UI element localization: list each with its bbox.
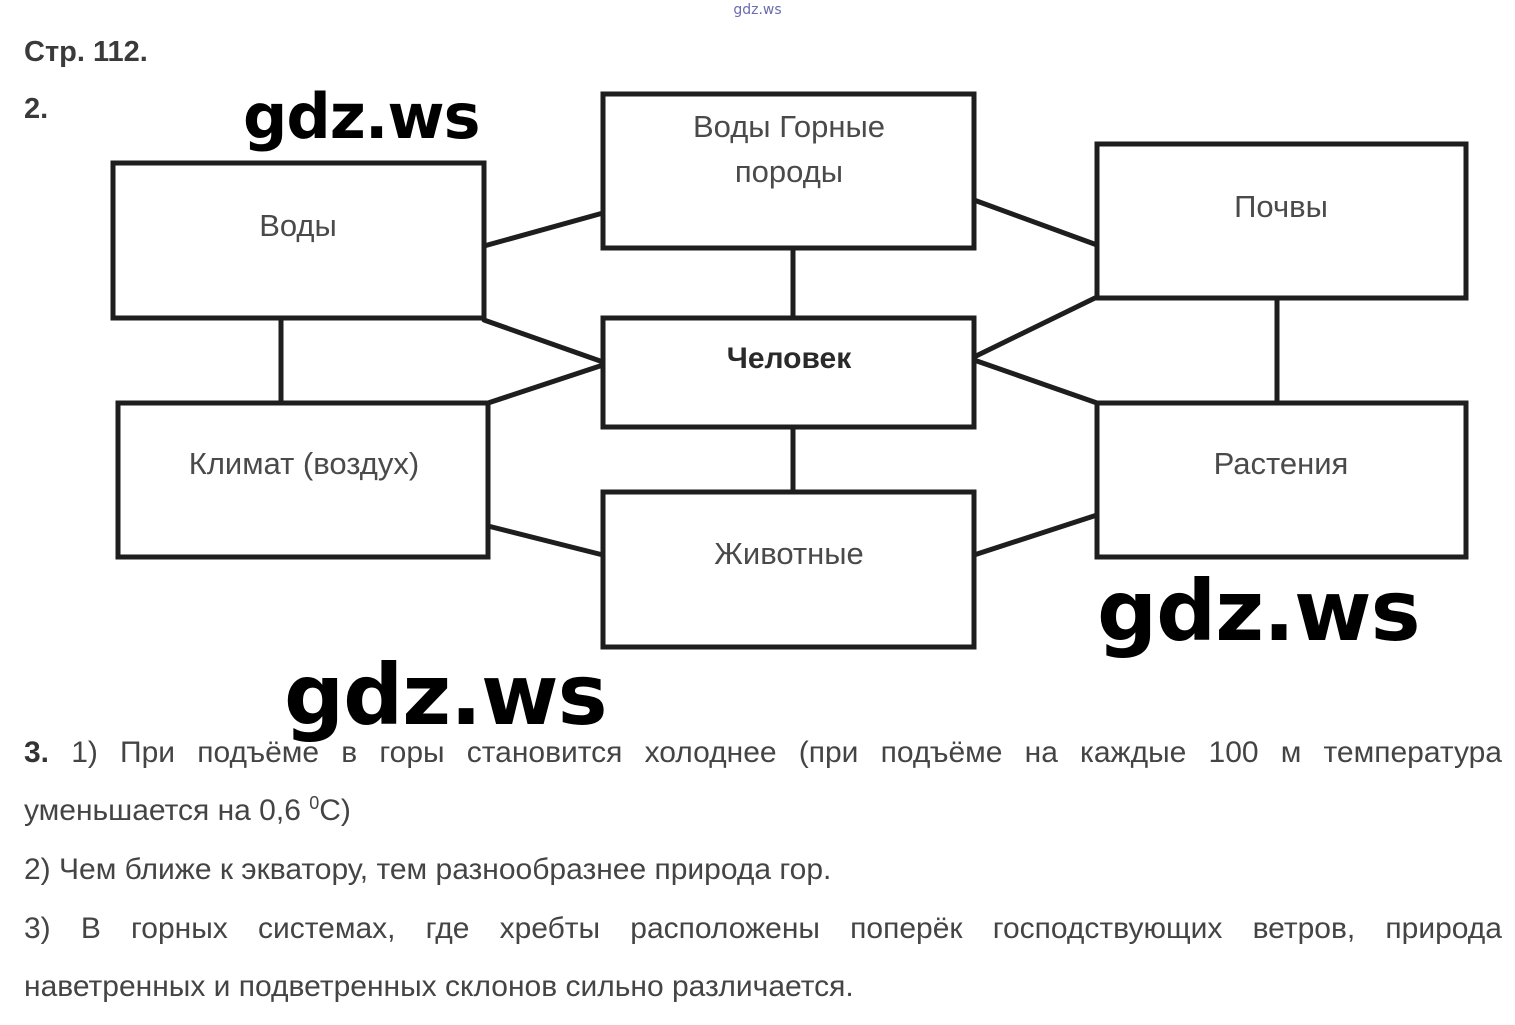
node-soils [1097, 144, 1466, 298]
edge-plants-animals [974, 515, 1097, 555]
task2-label: 2. [24, 93, 49, 125]
watermark-3: gdz.ws [284, 646, 607, 744]
task3-line-2-sup: 0 [309, 793, 320, 813]
task3-number: 3. [24, 736, 50, 769]
node-soils-label: Почвы [1234, 189, 1328, 224]
page-label: Стр. 112. [24, 36, 148, 68]
node-waters [113, 163, 484, 318]
task3-line-2 [24, 791, 1502, 831]
task3-answer [24, 733, 1502, 1013]
edge-waters-rocks [484, 213, 603, 246]
node-climate-label: Климат (воздух) [188, 446, 420, 481]
edge-climate-animals [484, 525, 603, 555]
edge-soils-human [974, 297, 1097, 357]
node-human-label: Человек [726, 342, 852, 375]
task3-line-2-after: С) [319, 794, 351, 827]
watermark-2: gdz.ws [1097, 562, 1420, 660]
node-human [603, 318, 974, 427]
node-animals [603, 492, 974, 647]
node-waters-label: Воды [259, 208, 337, 243]
node-rocks [603, 94, 974, 248]
node-plants-label: Растения [1213, 446, 1349, 481]
node-climate [118, 403, 488, 557]
edge-climate-human [488, 365, 603, 403]
edge-waters-human [484, 320, 603, 362]
task3-line-5: наветренных и подветренных склонов сильно различается. [24, 970, 854, 1003]
edge-rocks-soils [974, 200, 1097, 245]
node-rocks-label-2: породы [734, 154, 844, 189]
task3-line-2-before: уменьшается на 0,6 [24, 794, 310, 827]
task3-line-3: 2) Чем ближе к экватору, тем разнообразнее природа гор. [24, 853, 832, 886]
node-animals-label: Животные [714, 536, 864, 571]
top-watermark: gdz.ws [733, 2, 782, 18]
task3-line-1-text: 1) При подъёме в горы становится холоднее (при подъёме на каждые 100 м температура [71, 736, 1502, 769]
watermark-1: gdz.ws [243, 80, 480, 153]
node-plants [1097, 403, 1466, 557]
task3-line-1 [24, 733, 1502, 773]
edge-plants-human [974, 360, 1097, 403]
task3-line-4: 3) В горных системах, где хребты расположены поперёк господствующих ветров, природа [24, 912, 1502, 945]
node-rocks-label-1: Воды Горные [692, 109, 886, 144]
